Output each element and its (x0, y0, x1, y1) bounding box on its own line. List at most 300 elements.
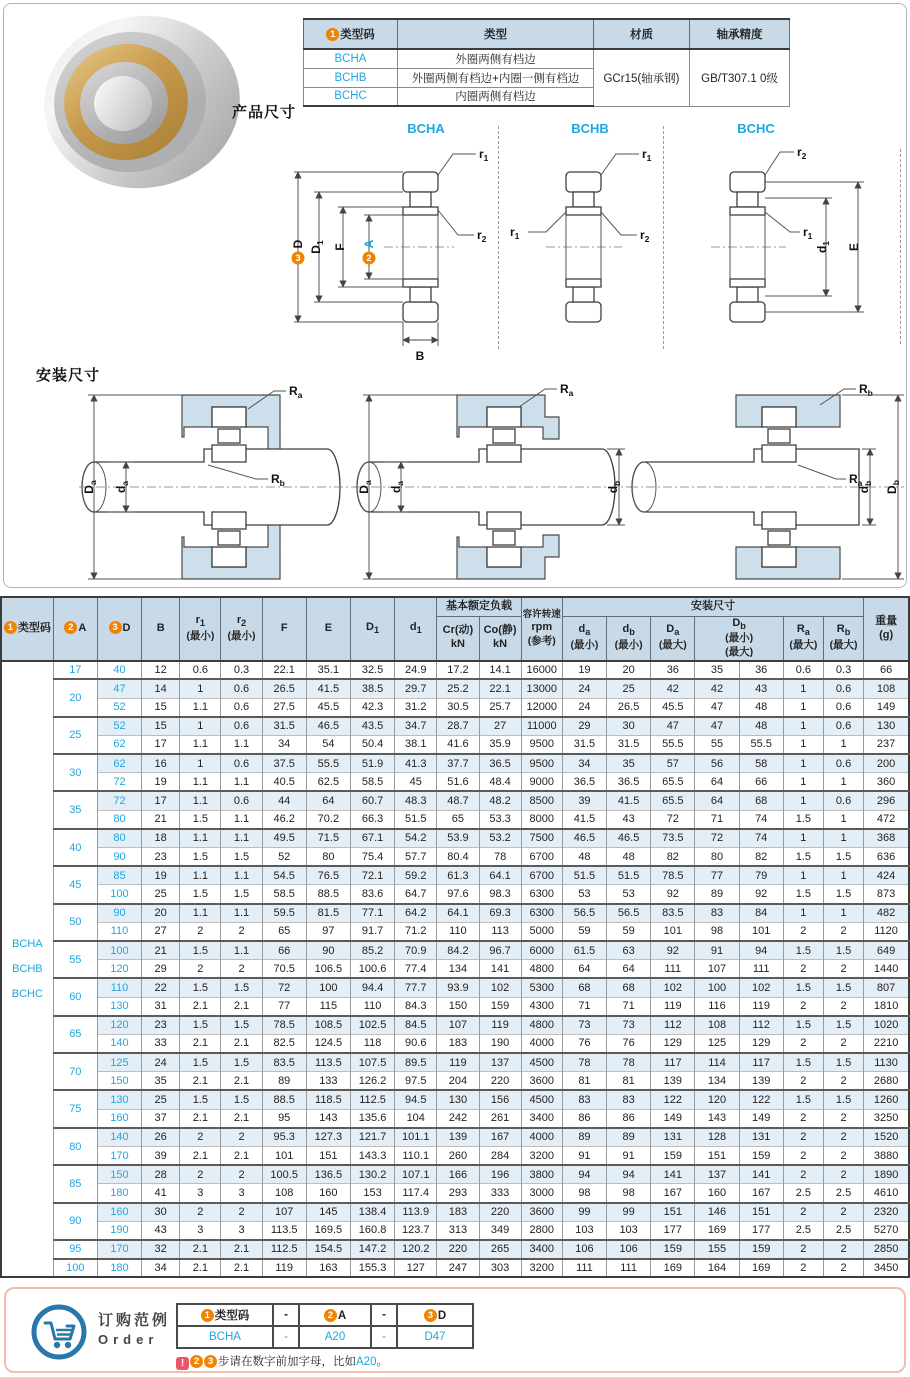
data-cell: 1.5 (783, 848, 823, 867)
data-cell: 89 (607, 1128, 651, 1147)
data-cell: 303 (479, 1259, 521, 1278)
data-cell: 151 (695, 1147, 739, 1166)
data-cell: 47 (695, 717, 739, 736)
spec-code-bcha[interactable]: BCHA (304, 49, 398, 68)
data-cell: 1.5 (783, 885, 823, 904)
group-load-rating: 基本额定负载 (437, 597, 521, 616)
d-value-cell: 62 (97, 754, 141, 773)
data-cell: 24 (562, 698, 606, 717)
data-cell: 6300 (521, 885, 562, 904)
data-cell: 1.1 (180, 735, 221, 754)
svg-text:Ra: $R_a$ (289, 384, 303, 400)
data-cell: 2850 (864, 1240, 909, 1259)
data-cell: 80.4 (437, 848, 479, 867)
data-cell: 59 (607, 922, 651, 941)
data-cell: 104 (395, 1109, 437, 1128)
data-cell: 293 (437, 1184, 479, 1203)
data-cell: 116 (695, 997, 739, 1016)
table-row (1, 922, 909, 941)
data-cell: 296 (864, 791, 909, 810)
data-cell: 2 (823, 1203, 863, 1222)
data-cell: 260 (437, 1147, 479, 1166)
data-cell: 1.5 (180, 885, 221, 904)
table-row (1, 717, 909, 736)
data-cell: 190 (479, 1034, 521, 1053)
svg-text:Ra: $R_a$ (849, 472, 863, 488)
data-cell: 1.5 (783, 810, 823, 829)
data-cell: 46.5 (306, 717, 350, 736)
data-cell: 1 (823, 773, 863, 792)
data-cell: 92 (739, 885, 783, 904)
data-cell: 1.1 (221, 829, 262, 848)
data-cell: 160 (306, 1184, 350, 1203)
data-cell: 4610 (864, 1184, 909, 1203)
data-cell: 119 (262, 1259, 306, 1278)
data-cell: 117 (651, 1053, 695, 1072)
spec-code-bchb[interactable]: BCHB (304, 68, 398, 87)
data-cell: 1 (823, 866, 863, 885)
data-cell: 159 (479, 997, 521, 1016)
data-cell: 31.5 (262, 717, 306, 736)
table-row (1, 978, 909, 997)
svg-text:B: B (415, 349, 425, 363)
d-value-cell: 140 (97, 1034, 141, 1053)
data-cell: 183 (437, 1034, 479, 1053)
data-cell: 64 (695, 773, 739, 792)
data-cell: 61.3 (437, 866, 479, 885)
data-cell: 2.1 (180, 1109, 221, 1128)
data-cell: 54.5 (262, 866, 306, 885)
data-cell: 6700 (521, 866, 562, 885)
drawing-divider (663, 126, 664, 349)
data-cell: 145 (306, 1203, 350, 1222)
d-value-cell: 190 (97, 1221, 141, 1240)
data-cell: 153 (350, 1184, 394, 1203)
data-cell: 31 (142, 997, 180, 1016)
col-da: $d_a$ (最小) (562, 616, 606, 661)
data-cell: 2.1 (180, 1240, 221, 1259)
data-cell: 45.5 (306, 698, 350, 717)
data-cell: 3600 (521, 1072, 562, 1091)
data-cell: 1810 (864, 997, 909, 1016)
data-cell: 1.1 (221, 866, 262, 885)
data-cell: 111 (607, 1259, 651, 1278)
data-cell: 32 (142, 1240, 180, 1259)
badge-2-icon: 2 (190, 1355, 203, 1368)
data-cell: 138.4 (350, 1203, 394, 1222)
data-cell: 2 (221, 1165, 262, 1184)
badge-2-icon: 2 (324, 1309, 337, 1322)
data-cell: 3 (180, 1184, 221, 1203)
data-cell: 134 (437, 960, 479, 979)
data-cell: 183 (437, 1203, 479, 1222)
data-cell: 12000 (521, 698, 562, 717)
order-h-sep: - (371, 1304, 397, 1326)
data-cell: 159 (651, 1240, 695, 1259)
data-cell: 159 (739, 1240, 783, 1259)
d-value-cell: 62 (97, 735, 141, 754)
bearing-table-body (1, 661, 909, 1278)
data-cell: 873 (864, 885, 909, 904)
data-cell: 34.7 (395, 717, 437, 736)
data-cell: 169 (651, 1259, 695, 1278)
data-cell: 68 (562, 978, 606, 997)
data-cell: 113.9 (395, 1203, 437, 1222)
data-cell: 1 (823, 810, 863, 829)
d-value-cell: 100 (97, 941, 141, 960)
spec-code-bchc[interactable]: BCHC (304, 87, 398, 106)
mount-drawing-2 (349, 377, 639, 582)
data-cell: 472 (864, 810, 909, 829)
data-cell: 46.5 (562, 829, 606, 848)
data-cell: 177 (651, 1221, 695, 1240)
data-cell: 51.5 (395, 810, 437, 829)
d-value-cell: 160 (97, 1109, 141, 1128)
data-cell: 122 (739, 1090, 783, 1109)
data-cell: 48 (739, 717, 783, 736)
data-cell: 41.5 (562, 810, 606, 829)
cross-section-bchb (504, 132, 662, 364)
data-cell: 21 (142, 941, 180, 960)
col-cr: Cr(动) kN (437, 616, 479, 661)
drawing-divider (900, 149, 901, 344)
data-cell: 139 (651, 1072, 695, 1091)
svg-text:3: 3 (295, 253, 301, 263)
data-cell: 89 (262, 1072, 306, 1091)
spec-header-material: 材质 (594, 19, 690, 49)
data-cell: 113.5 (306, 1053, 350, 1072)
data-cell: 3400 (521, 1109, 562, 1128)
data-cell: 136.5 (306, 1165, 350, 1184)
data-cell: 102 (651, 978, 695, 997)
data-cell: 64.2 (395, 904, 437, 923)
svg-text:Da: $D_a$ (82, 480, 98, 494)
data-cell: 73 (607, 1016, 651, 1035)
data-cell: 169 (739, 1259, 783, 1278)
data-cell: 1 (783, 679, 823, 698)
data-cell: 111 (739, 960, 783, 979)
order-example-panel (4, 1287, 906, 1373)
data-cell: 55.5 (739, 735, 783, 754)
spec-type: 外圈两侧有档边 (398, 49, 594, 68)
data-cell: 33 (142, 1034, 180, 1053)
section-product-dims: 产品尺寸 (232, 104, 297, 121)
data-cell: 51.6 (437, 773, 479, 792)
data-cell: 130.2 (350, 1165, 394, 1184)
data-cell: 6000 (521, 941, 562, 960)
data-cell: 196 (479, 1165, 521, 1184)
svg-text:r1: $r_1$ (642, 147, 652, 163)
data-cell: 106.5 (306, 960, 350, 979)
data-cell: 177 (739, 1221, 783, 1240)
d-value-cell: 170 (97, 1240, 141, 1259)
data-cell: 98 (562, 1184, 606, 1203)
col-e: E (306, 597, 350, 661)
data-cell: 0.6 (221, 698, 262, 717)
data-cell: 3 (180, 1221, 221, 1240)
data-cell: 91 (607, 1147, 651, 1166)
data-cell: 57 (651, 754, 695, 773)
data-cell: 151 (651, 1203, 695, 1222)
data-cell: 18 (142, 829, 180, 848)
data-cell: 19 (562, 661, 606, 680)
data-cell: 100 (695, 978, 739, 997)
data-cell: 1.5 (823, 848, 863, 867)
data-cell: 2 (180, 1165, 221, 1184)
d-value-cell: 125 (97, 1053, 141, 1072)
data-cell: 127.3 (306, 1128, 350, 1147)
d-value-cell: 120 (97, 960, 141, 979)
spec-material-value: GCr15(轴承钢) (594, 49, 690, 106)
data-cell: 27.5 (262, 698, 306, 717)
data-cell: 35 (607, 754, 651, 773)
table-row (1, 1221, 909, 1240)
data-cell: 0.6 (180, 661, 221, 680)
data-cell: 77.4 (395, 960, 437, 979)
data-cell: 58 (739, 754, 783, 773)
data-cell: 25 (607, 679, 651, 698)
data-cell: 77.1 (350, 904, 394, 923)
data-cell: 24 (142, 1053, 180, 1072)
order-header-row (177, 1304, 473, 1326)
data-cell: 91.7 (350, 922, 394, 941)
data-cell: 265 (479, 1240, 521, 1259)
data-cell: 127 (395, 1259, 437, 1278)
data-cell: 119 (739, 997, 783, 1016)
data-cell: 131 (651, 1128, 695, 1147)
badge-1-icon: 1 (201, 1309, 214, 1322)
data-cell: 5300 (521, 978, 562, 997)
data-cell: 3200 (521, 1259, 562, 1278)
data-cell: 14 (142, 679, 180, 698)
data-cell: 107 (437, 1016, 479, 1035)
data-cell: 2.1 (180, 1259, 221, 1278)
data-cell: 220 (479, 1072, 521, 1091)
d-value-cell: 80 (97, 810, 141, 829)
data-cell: 51.9 (350, 754, 394, 773)
spec-header-code: 1 类型码 (304, 19, 398, 49)
badge-3-icon: 3 (424, 1309, 437, 1322)
data-cell: 98 (607, 1184, 651, 1203)
data-cell: 1 (783, 717, 823, 736)
table-header-row (1, 597, 909, 616)
data-cell: 62.5 (306, 773, 350, 792)
data-cell: 1.1 (221, 735, 262, 754)
data-cell: 70.9 (395, 941, 437, 960)
data-cell: 102.5 (350, 1016, 394, 1035)
col-d: 3 D (97, 597, 141, 661)
data-cell: 3000 (521, 1184, 562, 1203)
data-cell: 100 (306, 978, 350, 997)
data-cell: 3600 (521, 1203, 562, 1222)
table-row (1, 661, 909, 680)
table-row (1, 1109, 909, 1128)
data-cell: 139 (739, 1072, 783, 1091)
data-cell: 156 (479, 1090, 521, 1109)
order-h-sep: - (273, 1304, 299, 1326)
spec-precision-value: GB/T307.1 0级 (690, 49, 790, 106)
data-cell: 49.5 (262, 829, 306, 848)
data-cell: 313 (437, 1221, 479, 1240)
data-cell: 1.1 (221, 941, 262, 960)
data-cell: 360 (864, 773, 909, 792)
data-cell: 86 (607, 1109, 651, 1128)
data-cell: 53.2 (479, 829, 521, 848)
data-cell: 349 (479, 1221, 521, 1240)
data-cell: 31.5 (607, 735, 651, 754)
data-cell: 1.5 (823, 941, 863, 960)
svg-text:A: A (362, 239, 376, 249)
data-cell: 220 (437, 1240, 479, 1259)
data-cell: 23 (142, 1016, 180, 1035)
data-cell: 3400 (521, 1240, 562, 1259)
data-cell: 75.4 (350, 848, 394, 867)
data-cell: 30 (607, 717, 651, 736)
data-cell: 48.7 (437, 791, 479, 810)
data-cell: 97.6 (437, 885, 479, 904)
data-cell: 25 (142, 885, 180, 904)
data-cell: 1.5 (783, 1053, 823, 1072)
d-value-cell: 72 (97, 773, 141, 792)
data-cell: 99 (607, 1203, 651, 1222)
data-cell: 2210 (864, 1034, 909, 1053)
badge-3-icon: 3 (204, 1355, 217, 1368)
data-cell: 9000 (521, 773, 562, 792)
data-cell: 80 (306, 848, 350, 867)
data-cell: 2 (823, 997, 863, 1016)
data-cell: 0.6 (221, 791, 262, 810)
data-cell: 17 (142, 735, 180, 754)
data-cell: 159 (739, 1147, 783, 1166)
data-cell: 50.4 (350, 735, 394, 754)
data-cell: 130 (864, 717, 909, 736)
data-cell: 27 (142, 922, 180, 941)
data-cell: 0.6 (221, 679, 262, 698)
data-cell: 1.1 (221, 773, 262, 792)
data-cell: 115 (306, 997, 350, 1016)
data-cell: 118.5 (306, 1090, 350, 1109)
spec-header-precision: 轴承精度 (690, 19, 790, 49)
data-cell: 2.1 (180, 997, 221, 1016)
table-row (1, 866, 909, 885)
data-cell: 102 (739, 978, 783, 997)
data-cell: 2 (783, 960, 823, 979)
data-cell: 2 (823, 960, 863, 979)
data-cell: 284 (479, 1147, 521, 1166)
table-row (1, 679, 909, 698)
data-cell: 112.5 (350, 1090, 394, 1109)
data-cell: 143.3 (350, 1147, 394, 1166)
cart-icon (30, 1303, 88, 1361)
data-cell: 74 (739, 829, 783, 848)
data-cell: 28 (142, 1165, 180, 1184)
data-cell: 77 (695, 866, 739, 885)
spec-row (304, 49, 790, 68)
data-cell: 0.6 (783, 661, 823, 680)
data-cell: 43.5 (350, 717, 394, 736)
data-cell: 101 (651, 922, 695, 941)
data-cell: 21 (142, 810, 180, 829)
data-cell: 47 (651, 717, 695, 736)
data-cell: 36 (739, 661, 783, 680)
data-cell: 14.1 (479, 661, 521, 680)
badge-1-icon: 1 (326, 28, 339, 41)
data-cell: 101 (739, 922, 783, 941)
data-cell: 129 (651, 1034, 695, 1053)
svg-text:r2: $r_2$ (477, 228, 487, 244)
data-cell: 96.7 (479, 941, 521, 960)
table-row (1, 1147, 909, 1166)
data-cell: 2.1 (221, 1240, 262, 1259)
data-cell: 2 (221, 922, 262, 941)
data-cell: 2 (783, 1147, 823, 1166)
data-cell: 83.5 (262, 1053, 306, 1072)
table-row (1, 848, 909, 867)
data-cell: 25 (142, 1090, 180, 1109)
svg-text:r2: $r_2$ (640, 228, 650, 244)
d-value-cell: 80 (97, 829, 141, 848)
data-cell: 95 (262, 1109, 306, 1128)
a-value-cell: 75 (53, 1090, 97, 1127)
data-cell: 368 (864, 829, 909, 848)
data-cell: 48.2 (479, 791, 521, 810)
data-cell: 482 (864, 904, 909, 923)
data-cell: 5270 (864, 1221, 909, 1240)
data-cell: 0.6 (823, 679, 863, 698)
data-cell: 1130 (864, 1053, 909, 1072)
data-cell: 15 (142, 717, 180, 736)
data-cell: 4800 (521, 1016, 562, 1035)
data-cell: 150 (437, 997, 479, 1016)
data-cell: 64 (306, 791, 350, 810)
data-cell: 43 (607, 810, 651, 829)
data-cell: 2.1 (221, 1034, 262, 1053)
data-cell: 122 (651, 1090, 695, 1109)
svg-text:db: $d_b$ (606, 480, 622, 494)
data-cell: 160 (695, 1184, 739, 1203)
data-cell: 70.5 (262, 960, 306, 979)
data-cell: 141 (651, 1165, 695, 1184)
data-cell: 79 (739, 866, 783, 885)
data-cell: 78 (562, 1053, 606, 1072)
data-cell: 78.5 (262, 1016, 306, 1035)
table-row (1, 1184, 909, 1203)
data-cell: 649 (864, 941, 909, 960)
data-cell: 3450 (864, 1259, 909, 1278)
data-cell: 71.5 (306, 829, 350, 848)
data-cell: 80 (695, 848, 739, 867)
data-cell: 25.2 (437, 679, 479, 698)
svg-text:E: E (847, 242, 861, 252)
data-cell: 0.6 (221, 717, 262, 736)
data-cell: 135.6 (350, 1109, 394, 1128)
data-cell: 37.7 (437, 754, 479, 773)
data-cell: 55.5 (651, 735, 695, 754)
section-mount-dims: 安装尺寸 (36, 367, 101, 384)
data-cell: 1 (180, 717, 221, 736)
data-cell: 89.5 (395, 1053, 437, 1072)
data-cell: 2.1 (180, 1072, 221, 1091)
data-cell: 151 (306, 1147, 350, 1166)
data-cell: 2.1 (180, 1147, 221, 1166)
data-cell: 23 (142, 848, 180, 867)
svg-text:r1: $r_1$ (803, 225, 813, 241)
data-cell: 22.1 (479, 679, 521, 698)
data-cell: 149 (651, 1109, 695, 1128)
data-cell: 59 (562, 922, 606, 941)
data-cell: 137 (695, 1165, 739, 1184)
data-cell: 34 (562, 754, 606, 773)
